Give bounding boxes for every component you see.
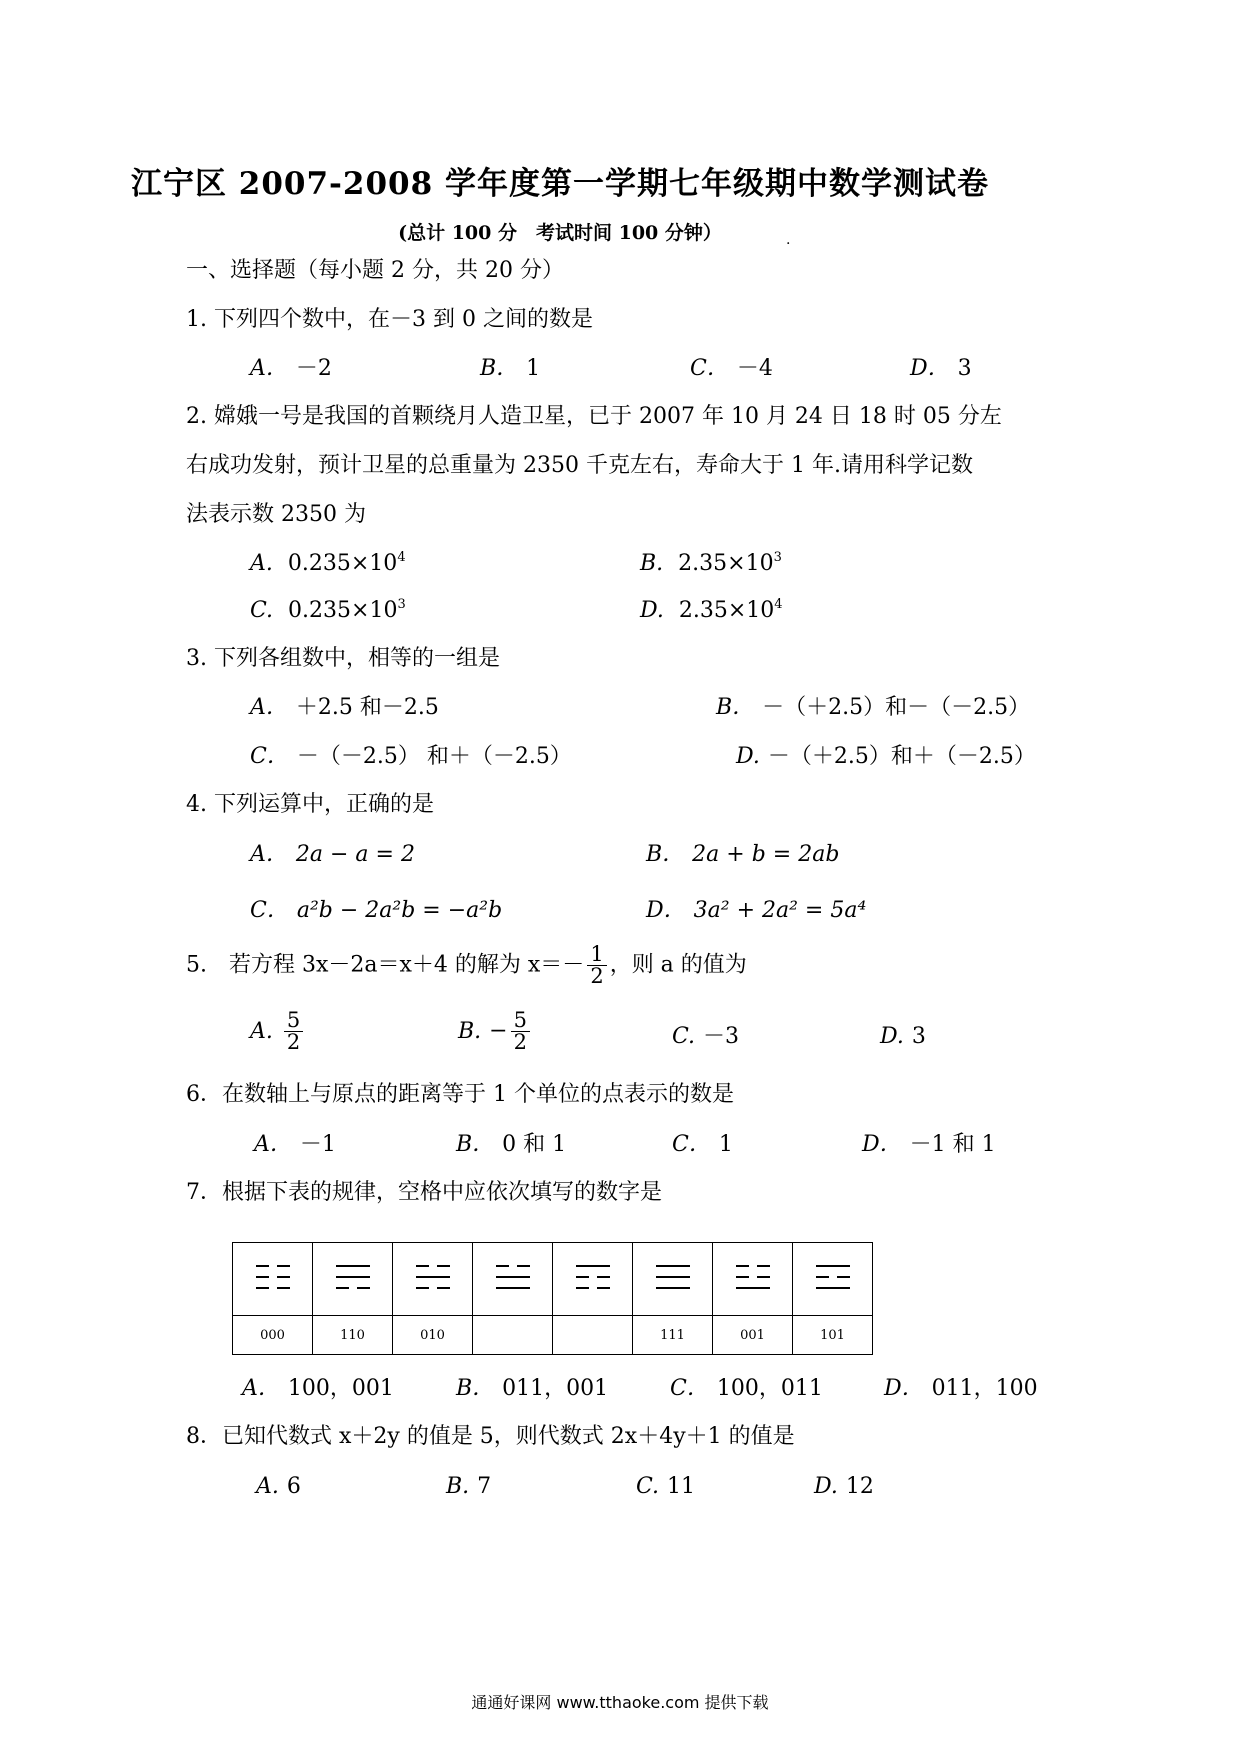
solid-line <box>576 1265 610 1267</box>
pattern-cell-code: 001 <box>713 1316 793 1355</box>
q1-option-c: C． －4 <box>690 356 773 381</box>
broken-line <box>416 1265 450 1267</box>
trigram-symbol <box>656 1256 690 1298</box>
q3-option-d: D. －（＋2.5）和＋（－2.5） <box>736 744 1036 769</box>
q2-option-d: D. $2.35\times 10^4$ <box>640 597 783 623</box>
broken-line <box>576 1276 610 1278</box>
q5-stem-fraction: $\frac{1}{2}$ <box>587 944 606 987</box>
pattern-table <box>232 1242 873 1355</box>
broken-line <box>496 1265 530 1267</box>
solid-line <box>736 1287 770 1289</box>
q7-option-d: D． 011，100 <box>884 1376 1038 1401</box>
solid-line <box>496 1276 530 1278</box>
question-4-stem: 4. 下列运算中，正确的是 <box>186 792 434 817</box>
question-3-stem: 3. 下列各组数中，相等的一组是 <box>186 646 500 671</box>
q8-option-c: C. 11 <box>636 1474 696 1499</box>
q7-option-a: A． 100，001 <box>242 1376 394 1401</box>
q2-option-b: B. $2.35\times 10^3$ <box>640 550 782 576</box>
trigram-symbol <box>256 1256 290 1298</box>
q5-option-d: D. 3 <box>880 1024 926 1049</box>
pattern-cell-symbol <box>473 1243 553 1316</box>
q7-option-c: C． 100，011 <box>670 1376 823 1401</box>
q2-option-c: C. $0.235\times 10^3$ <box>250 597 406 623</box>
pattern-cell-symbol <box>233 1243 313 1316</box>
question-2-line-1: 2. 嫦娥一号是我国的首颗绕月人造卫星，已于 2007 年 10 月 24 日 18 时 05 分左 <box>186 404 1002 429</box>
pattern-symbol-row <box>233 1243 873 1316</box>
section-heading: 一、选择题（每小题 2 分，共 20 分） <box>186 258 564 283</box>
q2-option-a: A. $0.235\times 10^4$ <box>250 550 406 576</box>
pattern-cell-code: 111 <box>633 1316 713 1355</box>
broken-line <box>736 1276 770 1278</box>
q3-option-c: C． －（－2.5） 和＋（－2.5） <box>250 744 572 769</box>
q1-option-b: B． 1 <box>480 356 541 381</box>
broken-line <box>576 1287 610 1289</box>
question-6-stem: 6．在数轴上与原点的距离等于 1 个单位的点表示的数是 <box>186 1082 734 1107</box>
exam-subtitle: (总计 100 分 考试时间 100 分钟） <box>398 222 722 244</box>
q8-option-b: B. 7 <box>446 1474 492 1499</box>
q8-option-d: D. 12 <box>814 1474 874 1499</box>
q3-option-b: B． －（＋2.5）和－（－2.5） <box>716 695 1031 720</box>
exam-title: 江宁区 2007-2008 学年度第一学期七年级期中数学测试卷 <box>130 166 989 202</box>
broken-line <box>416 1287 450 1289</box>
solid-line <box>496 1287 530 1289</box>
pattern-cell-code: 110 <box>313 1316 393 1355</box>
solid-line <box>336 1276 370 1278</box>
solid-line <box>816 1265 850 1267</box>
broken-line <box>736 1265 770 1267</box>
footer-credit: 通通好课网 www.tthaoke.com 提供下载 <box>471 1693 769 1712</box>
solid-line <box>336 1265 370 1267</box>
q5-option-b: B. − $\frac{5}{2}$ <box>458 1010 533 1053</box>
question-2-line-3: 法表示数 2350 为 <box>186 502 366 527</box>
pattern-cell-symbol <box>633 1243 713 1316</box>
pattern-cell-symbol <box>313 1243 393 1316</box>
trigram-symbol <box>416 1256 450 1298</box>
broken-line <box>256 1265 290 1267</box>
solid-line <box>416 1276 450 1278</box>
q4-option-b: B． 2a + b = 2ab <box>646 842 840 867</box>
trigram-symbol <box>496 1256 530 1298</box>
stray-mark: . <box>786 232 791 248</box>
trigram-symbol <box>736 1256 770 1298</box>
question-5-stem: 5. 若方程 3x－2a＝x＋4 的解为 x＝－ $\frac{1}{2}$ ，则 a 的值为 <box>186 942 747 988</box>
question-2-line-2: 右成功发射，预计卫星的总重量为 2350 千克左右，寿命大于 1 年.请用科学记数 <box>186 453 973 478</box>
pattern-cell-symbol <box>793 1243 873 1316</box>
trigram-symbol <box>576 1256 610 1298</box>
pattern-cell-code: 010 <box>393 1316 473 1355</box>
question-8-stem: 8．已知代数式 x＋2y 的值是 5，则代数式 2x＋4y＋1 的值是 <box>186 1424 795 1449</box>
broken-line <box>256 1276 290 1278</box>
pattern-cell-symbol <box>713 1243 793 1316</box>
pattern-cell-symbol <box>393 1243 473 1316</box>
pattern-code-row <box>233 1316 873 1355</box>
trigram-symbol <box>816 1256 850 1298</box>
solid-line <box>656 1287 690 1289</box>
q6-option-a: A． －1 <box>254 1132 336 1157</box>
q7-option-b: B． 011，001 <box>456 1376 609 1401</box>
broken-line <box>816 1276 850 1278</box>
q5-option-c: C. －3 <box>672 1024 740 1049</box>
q6-option-c: C． 1 <box>672 1132 733 1157</box>
broken-line <box>336 1287 370 1289</box>
q8-option-a: A. 6 <box>256 1474 301 1499</box>
solid-line <box>656 1276 690 1278</box>
solid-line <box>816 1287 850 1289</box>
q3-option-a: A． ＋2.5 和－2.5 <box>250 695 439 720</box>
solid-line <box>656 1265 690 1267</box>
broken-line <box>256 1287 290 1289</box>
pattern-cell-code <box>473 1316 553 1355</box>
q6-option-b: B． 0 和 1 <box>456 1132 567 1157</box>
pattern-cell-code: 101 <box>793 1316 873 1355</box>
trigram-symbol <box>336 1256 370 1298</box>
pattern-cell-symbol <box>553 1243 633 1316</box>
question-1-stem: 1. 下列四个数中，在－3 到 0 之间的数是 <box>186 307 593 332</box>
pattern-cell-code <box>553 1316 633 1355</box>
q4-option-d: D． 3a² + 2a² = 5a⁴ <box>646 898 867 923</box>
q4-option-c: C． a²b − 2a²b = −a²b <box>250 898 503 923</box>
q4-option-a: A． 2a − a = 2 <box>250 842 415 867</box>
q5-option-a: A. $\frac{5}{2}$ <box>250 1010 306 1053</box>
q1-option-d: D． 3 <box>910 356 972 381</box>
q1-option-a: A． －2 <box>250 356 332 381</box>
q6-option-d: D． －1 和 1 <box>862 1132 996 1157</box>
pattern-cell-code: 000 <box>233 1316 313 1355</box>
question-7-stem: 7．根据下表的规律，空格中应依次填写的数字是 <box>186 1180 662 1205</box>
